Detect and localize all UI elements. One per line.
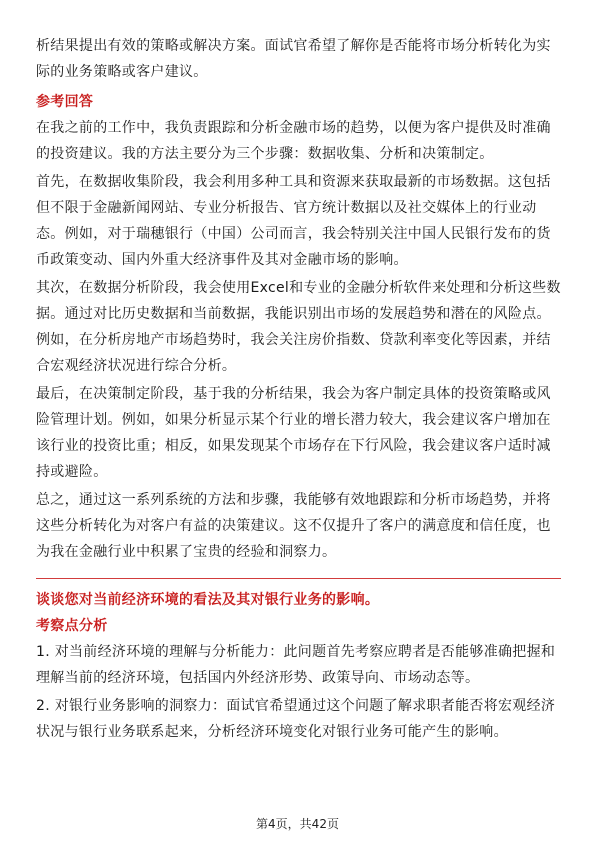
answer-paragraph-3: 其次，在数据分析阶段，我会使用Excel和专业的金融分析软件来处理和分析这些数据。通过对比历史数据和当前数据，我能识别出市场的发展趋势和潜在的风险点。例如，在分析房地产市场趋势时，我会关注房价指数、贷款利率变化等因素，并结合宏观经济状况进行综合分析。: [36, 280, 561, 374]
page-content: [36, 33, 561, 747]
analysis-point-1: 1. 对当前经济环境的理解与分析能力：此问题首先考察应聘者是否能够准确把握和理解当前的经济环境，包括国内外经济形势、政策导向、市场动态等。: [36, 644, 556, 686]
analysis-point-2: 2. 对银行业务影响的洞察力：面试官希望通过这个问题了解求职者能否将宏观经济状况与银行业务联系起来，分析经济环境变化对银行业务可能产生的影响。: [36, 698, 556, 740]
intro-text: 析结果提出有效的策略或解决方案。面试官希望了解你是否能将市场分析转化为实际的业务策略或客户建议。: [36, 38, 551, 80]
page-number: 第4页，共42页: [256, 817, 339, 831]
section-divider: [36, 578, 561, 579]
question-title: 谈谈您对当前经济环境的看法及其对银行业务的影响。: [36, 592, 380, 608]
answer-paragraph-1: 在我之前的工作中，我负责跟踪和分析金融市场的趋势，以便为客户提供及时准确的投资建议。我的方法主要分为三个步骤：数据收集、分析和决策制定。: [36, 120, 551, 162]
answer-heading: 参考回答: [36, 94, 94, 110]
answer-paragraph-4: 最后，在决策制定阶段，基于我的分析结果，我会为客户制定具体的投资策略或风险管理计划。例如，如果分析显示某个行业的增长潜力较大，我会建议客户增加在该行业的投资比重；相反，如果发现某个市场存在下行风险，我会建议客户适时减持或避险。: [36, 386, 551, 480]
answer-paragraph-5: 总之，通过这一系列系统的方法和步骤，我能够有效地跟踪和分析市场趋势，并将这些分析转化为对客户有益的决策建议。这不仅提升了客户的满意度和信任度，也为我在金融行业中积累了宝贵的经验和洞察力。: [36, 492, 551, 560]
answer-paragraph-2: 首先，在数据收集阶段，我会利用多种工具和资源来获取最新的市场数据。这包括但不限于金融新闻网站、专业分析报告、官方统计数据以及社交媒体上的行业动态。例如，对于瑞穗银行（中国）公司而言，我会特别关注中国人民银行发布的货币政策变动、国内外重大经济事件及其对金融市场的影响。: [36, 174, 551, 268]
analysis-heading: 考察点分析: [36, 618, 108, 634]
